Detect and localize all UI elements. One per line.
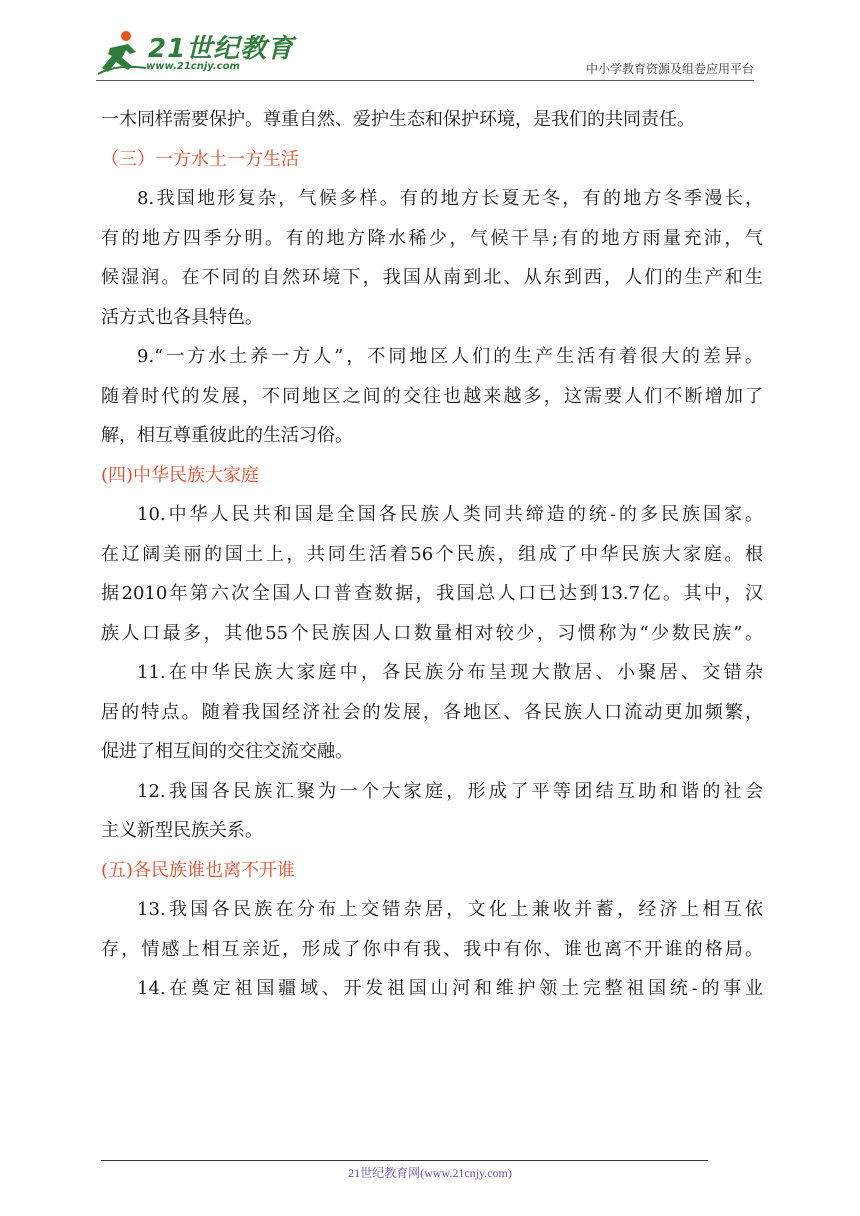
section-heading: （三）一方水土一方生活	[101, 148, 299, 170]
paragraph-line: 在辽阔美丽的国土上，共同生活着56个民族，组成了中华民族大家庭。根	[101, 543, 763, 565]
paragraph-line: 8.我国地形复杂，气候多样。有的地方长夏无冬，有的地方冬季漫长，	[137, 188, 763, 209]
paragraph-line: 随着时代的发展，不同地区之间的交往也越来越多，这需要人们不断增加了	[101, 385, 763, 407]
paragraph-line: 14.在奠定祖国疆域、开发祖国山河和维护领土完整祖国统-的事业	[137, 978, 763, 999]
paragraph-line: 促进了相互间的交往交流交融。	[101, 741, 353, 762]
paragraph-line: 9.“一方水土养一方人”，不同地区人们的生产生活有着很大的差异。	[137, 346, 763, 367]
paragraph-line: 一木同样需要保护。尊重自然、爱护生态和保护环境，是我们的共同责任。	[101, 109, 695, 130]
document-body	[101, 100, 763, 1009]
logo-text: 21世纪教育	[148, 34, 295, 64]
header-divider	[96, 80, 754, 81]
site-logo[interactable]	[96, 28, 295, 80]
section-heading: (四)中华民族大家庭	[101, 464, 260, 486]
paragraph-line: 解，相互尊重彼此的生活习俗。	[101, 425, 353, 446]
paragraph-line: 11.在中华民族大家庭中，各民族分布呈现大散居、小聚居、交错杂	[137, 662, 763, 683]
paragraph-line: 存，情感上相互亲近，形成了你中有我、我中有你、谁也离不开谁的格局。	[101, 938, 763, 960]
paragraph-line: 据2010年第六次全国人口普查数据，我国总人口已达到13.7亿。其中，汉	[101, 583, 763, 604]
paragraph-line: 主义新型民族关系。	[101, 820, 263, 841]
paragraph-line: 活方式也各具特色。	[101, 306, 263, 328]
paragraph-line: 有的地方四季分明。有的地方降水稀少，气候干旱;有的地方雨量充沛，气	[101, 227, 763, 249]
paragraph-line: 12.我国各民族汇聚为一个大家庭，形成了平等团结互助和谐的社会	[137, 780, 763, 802]
footer-divider	[101, 1160, 708, 1161]
paragraph-line: 10.中华人民共和国是全国各民族人类同共缔造的统-的多民族国家。	[137, 504, 763, 525]
paragraph-line: 候湿润。在不同的自然环境下，我国从南到北、从东到西，人们的生产和生	[101, 267, 763, 288]
paragraph-line: 居的特点。随着我国经济社会的发展，各地区、各民族人口流动更加频繁，	[101, 701, 763, 723]
section-heading: (五)各民族谁也离不开谁	[101, 859, 296, 881]
paragraph-line: 13.我国各民族在分布上交错杂居，文化上兼收并蓄，经济上相互依	[137, 899, 763, 920]
platform-title: 中小学教育资源及组卷应用平台	[585, 62, 754, 76]
logo-url: www.21cnjy.com	[146, 61, 240, 72]
paragraph-line: 族人口最多，其他55个民族因人口数量相对较少，习惯称为“少数民族”。	[101, 622, 763, 644]
runner-icon	[96, 28, 150, 78]
footer-link[interactable]: 21世纪教育网(www.21cnjy.com)	[348, 1166, 512, 1180]
page-header	[0, 0, 860, 90]
